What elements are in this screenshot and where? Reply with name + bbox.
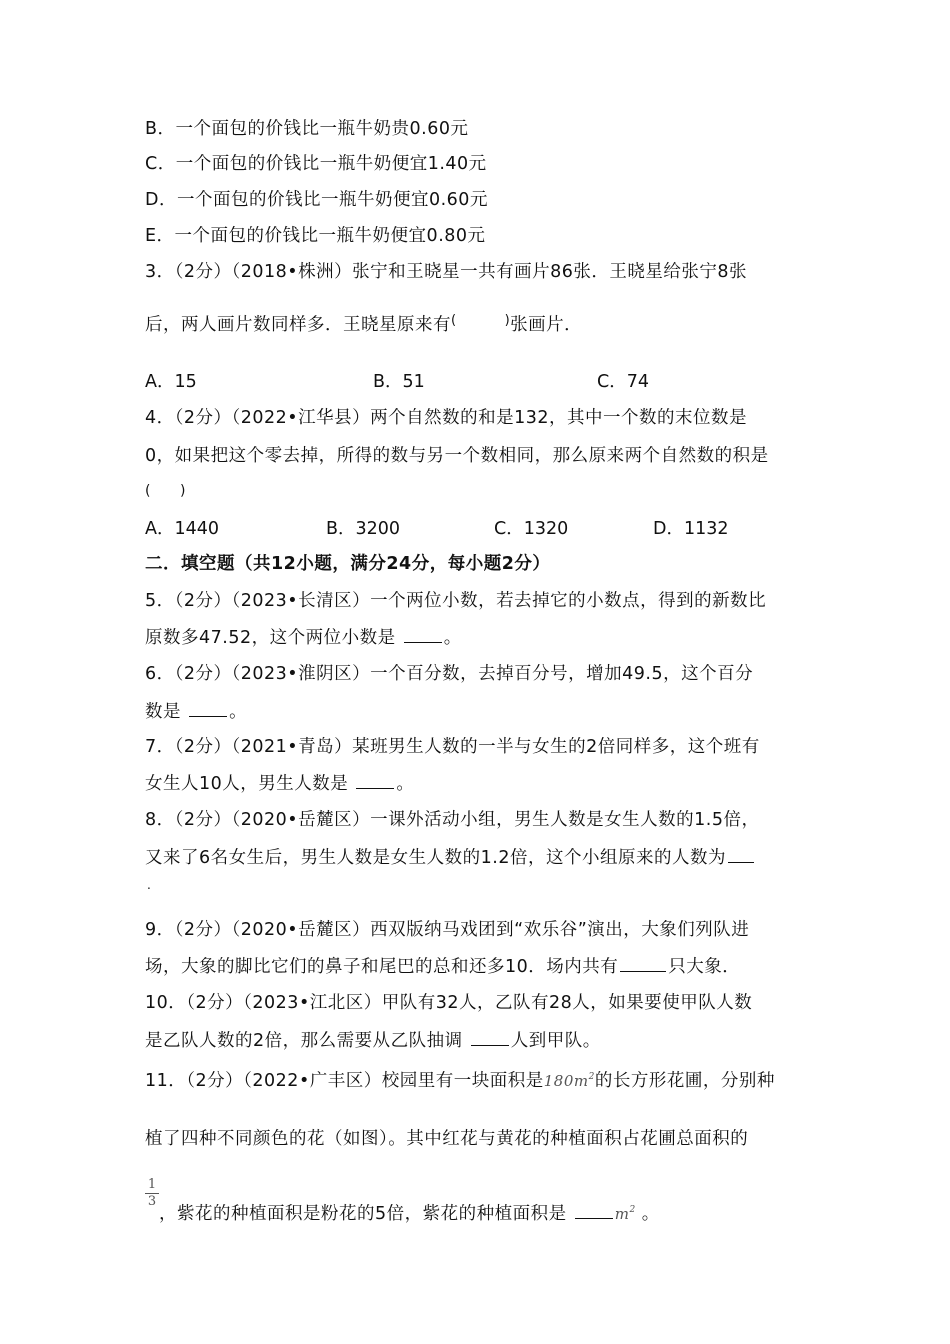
q8-line2-text: 又来了6名女生后，男生人数是女生人数的1.2倍，这个小组原来的人数为 xyxy=(145,848,726,868)
q5-line2-end: 。 xyxy=(443,628,462,648)
q11-line1-end: 的长方形花圃，分别种 xyxy=(594,1070,775,1091)
q3-paren-close: ) xyxy=(504,313,511,328)
q7-line2-text: 女生人10人，男生人数是 xyxy=(145,774,349,794)
q5-stem-line2 xyxy=(145,626,462,649)
q9-line2-text: 场，大象的脚比它们的鼻子和尾巴的总和还多10．场内共有 xyxy=(145,957,619,977)
q11-line1-text: 11．（2分）（2022•广丰区）校园里有一块面积是 xyxy=(145,1070,544,1091)
q5-stem-line1: 5．（2分）（2023•长清区）一个两位小数，若去掉它的小数点，得到的新数比 xyxy=(145,591,767,611)
q9-stem-line1: 9．（2分）（2020•岳麓区）西双版纳马戏团到“欢乐谷”演出，大象们列队进 xyxy=(145,920,750,940)
q7-stem-line2 xyxy=(145,772,414,795)
q11-answer-unit-exponent: 2 xyxy=(629,1205,636,1215)
q8-stem-line2 xyxy=(145,846,754,869)
q5-answer-blank[interactable] xyxy=(404,626,442,643)
q10-stem-line1: 10．（2分）（2023•江北区）甲队有32人，乙队有28人，如果要使甲队人数 xyxy=(145,993,753,1013)
q3-line2-text: 后，两人画片数同样多．王晓星原来有 xyxy=(145,315,451,335)
q8-answer-blank[interactable] xyxy=(728,846,754,863)
q10-line2-text: 是乙队人数的2倍，那么需要从乙队抽调 xyxy=(145,1031,463,1051)
q7-line2-end: 。 xyxy=(396,774,415,794)
q10-stem-line2 xyxy=(145,1029,601,1052)
q6-stem-line1: 6．（2分）（2023•淮阴区）一个百分数，去掉百分号，增加49.5，这个百分 xyxy=(145,664,754,684)
q8-line3-dot: . xyxy=(147,878,151,892)
q4-stem-line2: 0，如果把这个零去掉，所得的数与另一个数相同，那么原来两个自然数的积是 xyxy=(145,446,769,466)
q7-stem-line1: 7．（2分）（2021•青岛）某班男生人数的一半与女生的2倍同样多，这个班有 xyxy=(145,737,760,757)
q11-area-unit: m xyxy=(573,1071,589,1090)
q8-stem-line1: 8．（2分）（2020•岳麓区）一课外活动小组，男生人数是女生人数的1.5倍， xyxy=(145,810,760,830)
section-heading-fill-blank: 二．填空题（共12小题，满分24分，每小题2分） xyxy=(145,554,551,574)
q4-option-a: A．1440 xyxy=(145,519,220,539)
q3-option-c: C．74 xyxy=(597,372,649,392)
q11-line3-end: 。 xyxy=(641,1203,660,1224)
q11-answer-unit: m xyxy=(614,1204,630,1223)
q11-line3-text: ，紫花的种植面积是粉花的5倍，紫花的种植面积是 xyxy=(159,1203,567,1224)
q5-line2-text: 原数多47.52，这个两位小数是 xyxy=(145,628,396,648)
q2-option-d: D．一个面包的价钱比一瓶牛奶便宜0.60元 xyxy=(145,190,488,210)
q2-option-b: B．一个面包的价钱比一瓶牛奶贵0.60元 xyxy=(145,119,469,139)
q3-line2-end: 张画片． xyxy=(510,315,583,335)
q2-option-c: C．一个面包的价钱比一瓶牛奶便宜1.40元 xyxy=(145,154,487,174)
q4-option-c: C．1320 xyxy=(494,519,569,539)
q11-fraction xyxy=(145,1178,159,1209)
q7-answer-blank[interactable] xyxy=(356,772,394,789)
q4-stem-line3: ( ) xyxy=(145,483,186,499)
q4-stem-line1: 4．（2分）（2022•江华县）两个自然数的和是132，其中一个数的末位数是 xyxy=(145,408,748,428)
q11-stem-line3 xyxy=(159,1199,660,1225)
q11-stem-line1 xyxy=(145,1066,775,1092)
q11-area-number: 180 xyxy=(543,1071,574,1090)
q11-fraction-denominator: 3 xyxy=(147,1194,157,1209)
q9-line2-end: 只大象． xyxy=(668,957,741,977)
q4-option-b: B．3200 xyxy=(326,519,401,539)
q11-answer-blank[interactable] xyxy=(575,1202,613,1219)
q11-stem-line2: 植了四种不同颜色的花（如图）。其中红花与黄花的种植面积占花圃总面积的 xyxy=(145,1129,749,1149)
q10-line2-end: 人到甲队。 xyxy=(510,1031,601,1051)
q3-stem-line2 xyxy=(145,314,582,338)
q6-stem-line2 xyxy=(145,700,247,723)
q2-option-e: E．一个面包的价钱比一瓶牛奶便宜0.80元 xyxy=(145,226,486,246)
q10-answer-blank[interactable] xyxy=(471,1029,509,1046)
q11-fraction-numerator: 1 xyxy=(147,1177,157,1192)
q11-area-exponent: 2 xyxy=(588,1072,595,1082)
q6-line2-text: 数是 xyxy=(145,702,181,722)
q6-answer-blank[interactable] xyxy=(189,700,227,717)
q3-paren-open: ( xyxy=(451,313,457,328)
q6-line2-end: 。 xyxy=(229,702,248,722)
q3-option-a: A．15 xyxy=(145,372,197,392)
q3-stem-line1: 3．（2分）（2018•株洲）张宁和王晓星一共有画片86张．王晓星给张宁8张 xyxy=(145,262,748,282)
q9-stem-line2 xyxy=(145,955,740,978)
q9-answer-blank[interactable] xyxy=(620,955,666,972)
q4-option-d: D．1132 xyxy=(653,519,729,539)
q3-option-b: B．51 xyxy=(373,372,425,392)
